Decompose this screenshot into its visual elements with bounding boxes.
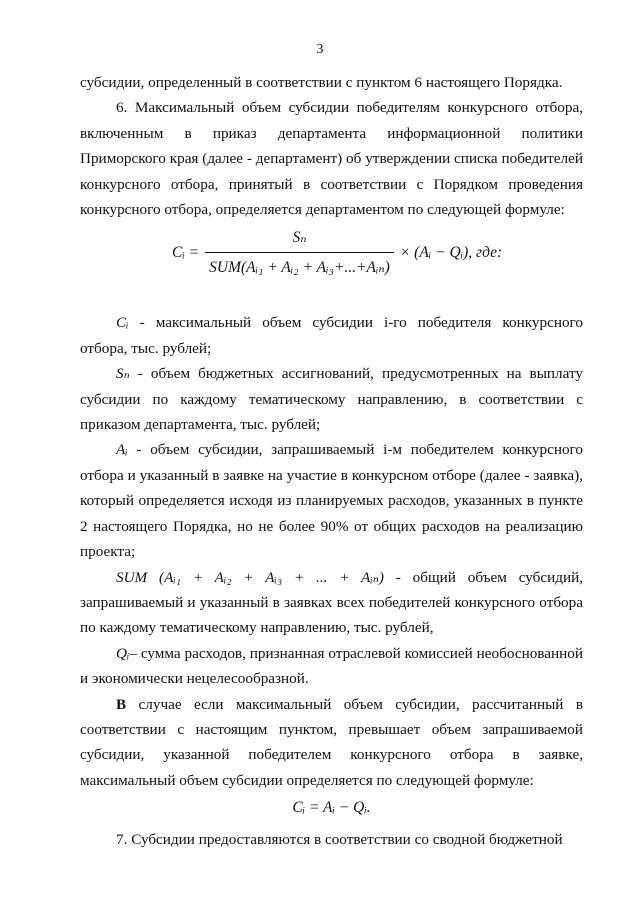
formula-rhs: × (Aᵢ − Qᵢ), где: [399, 243, 503, 261]
page-number: 3 [316, 42, 324, 57]
paragraph-6: 6. Максимальный объем субсидии победителям конкурсного отбора, включенным в приказ департамента информационной политики Приморского края (далее - департамент) об утверждении списка победителей конкурсного отбора, принятый в соответствии с Порядком проведения конкурсного отбора, определяется департаментом по следующей формуле: [80, 99, 583, 219]
symbol-ci: Cᵢ [116, 314, 129, 332]
formula-lhs: Cᵢ = [172, 243, 200, 261]
definition-qi: Qᵢ– сумма расходов, признанная отраслевой комиссией необоснованной и экономически нецелесообразной. [80, 644, 583, 688]
definition-sn: Sₙ - объем бюджетных ассигнований, предусмотренных на выплату субсидии по каждому тематическому направлению, в соответствии с приказом департамента, тыс. рублей; [80, 365, 583, 434]
paragraph-7: 7. Субсидии предоставляются в соответствии со сводной бюджетной [116, 830, 563, 848]
definition-ci: Cᵢ - максимальный объем субсидии i-го победителя конкурсного отбора, тыс. рублей; [80, 314, 583, 357]
symbol-ai: Aᵢ [116, 441, 128, 459]
symbol-sn: Sₙ [116, 365, 130, 383]
formula-subsidy [80, 224, 583, 280]
definition-sum: SUM (Aᵢ₁ + Aᵢ₂ + Aᵢ₃ + ... + Aᵢₙ) - общий объем субсидий, запрашиваемый и указанный в заявках всех победителей конкурсного отбора по каждому тематическому направлению, тыс. рублей, [80, 568, 583, 637]
definition-ai: Aᵢ - объем субсидии, запрашиваемый i-м победителем конкурсного отбора и указанный в заявке на участие в конкурсном отборе (далее - заявка), который определяется исходя из планируемых расходов, указанных в пункте 2 настоящего Порядка, но не более 90% от общих расходов на реализацию проекта; [80, 441, 583, 561]
formula-simple: Cᵢ = Aᵢ − Qᵢ. [292, 799, 371, 817]
paragraph-continuation: субсидии, определенный в соответствии с пунктом 6 настоящего Порядка. [80, 74, 563, 91]
formula-denominator: SUM(Aᵢ₁ + Aᵢ₂ + Aᵢ₃+...+Aᵢₙ) [205, 252, 394, 280]
formula-numerator: Sₙ [292, 228, 307, 246]
symbol-qi: Qᵢ [116, 644, 130, 662]
formula-fraction [205, 225, 394, 281]
paragraph-case: В случае если максимальный объем субсидии, рассчитанный в соответствии с настоящим пунктом, превышает объем запрашиваемой субсидии, указанной победителем конкурсного отбора в заявке, максимальный объем субсидии определяется по следующей формуле: [80, 695, 583, 789]
document-body [80, 70, 583, 852]
symbol-sum: SUM (Aᵢ₁ + Aᵢ₂ + Aᵢ₃ + ... + Aᵢₙ) [116, 568, 384, 586]
